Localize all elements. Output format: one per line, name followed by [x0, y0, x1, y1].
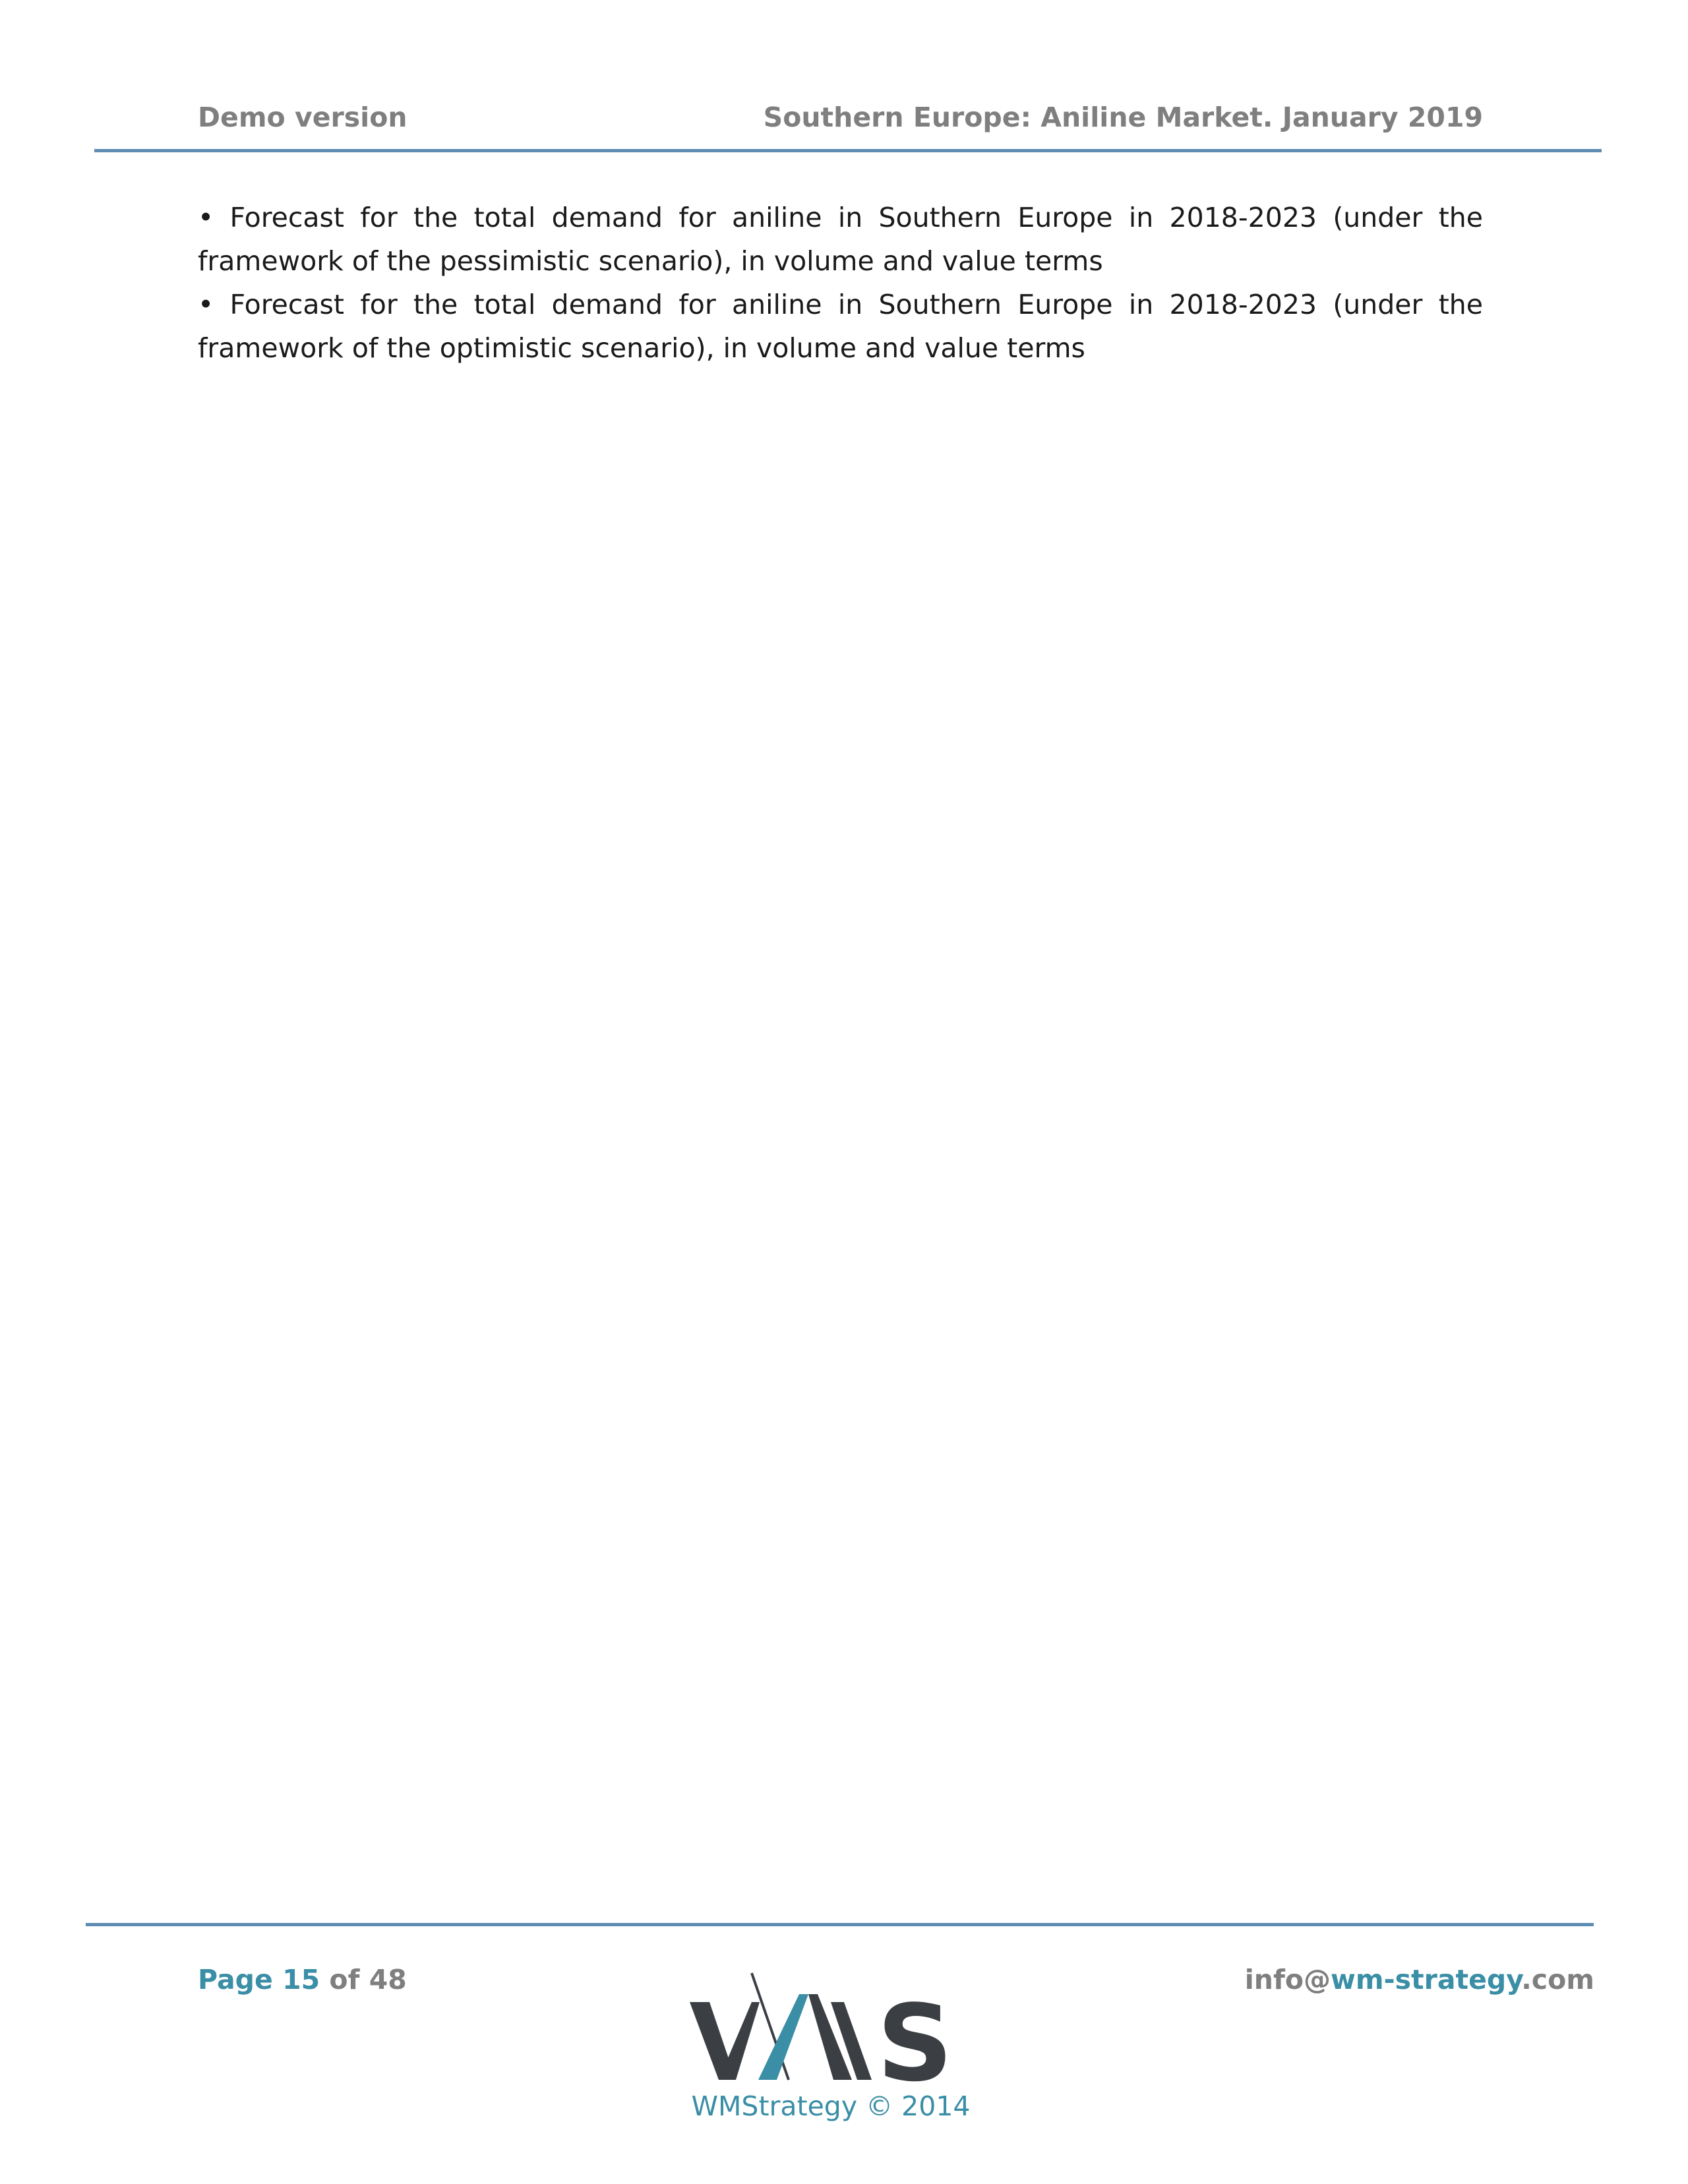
page-total: 48: [369, 1964, 407, 1995]
email-tld: .com: [1521, 1964, 1594, 1995]
email-domain: wm-strategy: [1330, 1964, 1522, 1995]
email-user: info@: [1244, 1964, 1331, 1995]
page-number: [198, 1961, 407, 1998]
logo-caption: WMStrategy © 2014: [691, 2090, 971, 2122]
svg-text:S: S: [877, 1982, 953, 2105]
header-demo-label: Demo version: [198, 102, 407, 133]
footer-divider: [86, 1923, 1594, 1926]
page-of: of: [329, 1964, 360, 1995]
page-word: Page: [198, 1964, 273, 1995]
header-divider: [94, 149, 1602, 152]
list-item: • Forecast for the total demand for aniline in Southern Europe in 2018-2023 (under the framework of the optimistic scenario), in volume and value terms: [198, 289, 1483, 364]
contact-email[interactable]: [1245, 1961, 1594, 1998]
list-item: • Forecast for the total demand for aniline in Southern Europe in 2018-2023 (under the framework of the pessimistic scenario), in volume and value terms: [198, 202, 1483, 277]
page-body: [198, 196, 1483, 370]
page-current: 15: [282, 1964, 320, 1995]
header-document-title: Southern Europe: Aniline Market. January 2019: [763, 102, 1483, 133]
